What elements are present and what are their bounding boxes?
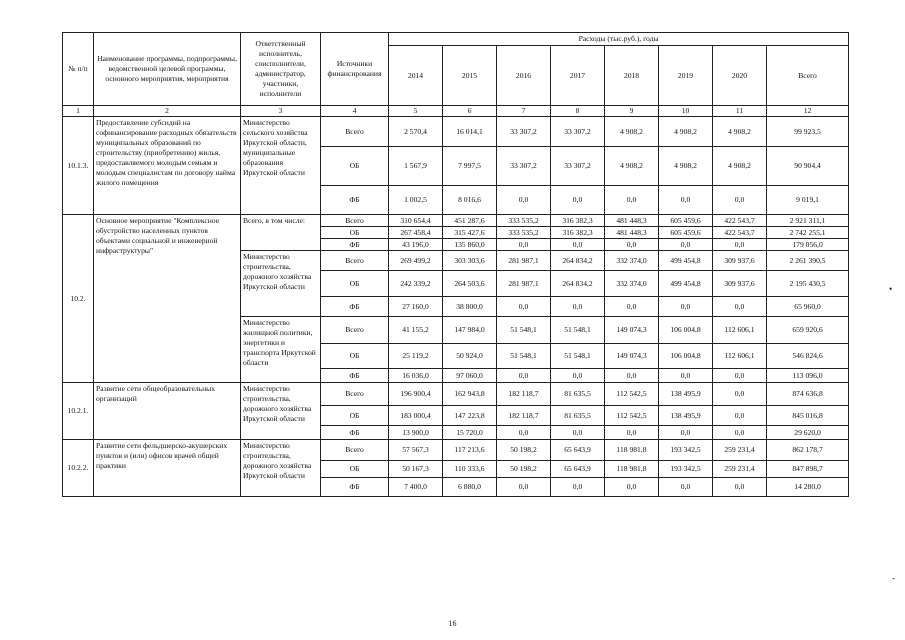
year-value: 50 167,3 (389, 461, 443, 478)
year-value: 309 937,6 (713, 251, 767, 271)
year-value: 6 880,0 (443, 478, 497, 497)
year-value: 0,0 (551, 239, 605, 251)
total-value: 29 620,0 (767, 426, 849, 440)
year-value: 0,0 (713, 478, 767, 497)
year-value: 332 374,0 (605, 271, 659, 297)
year-value: 0,0 (551, 297, 605, 317)
year-value: 422 543,7 (713, 215, 767, 227)
year-value: 110 333,6 (443, 461, 497, 478)
funding-source: ФБ (321, 426, 389, 440)
total-value: 90 904,4 (767, 147, 849, 186)
year-value: 112 542,5 (605, 383, 659, 406)
year-value: 0,0 (497, 369, 551, 383)
column-index: 9 (605, 106, 659, 117)
year-value: 0,0 (497, 478, 551, 497)
funding-source: ОБ (321, 344, 389, 369)
total-value: 862 178,7 (767, 440, 849, 461)
year-value: 117 213,6 (443, 440, 497, 461)
column-index: 10 (659, 106, 713, 117)
year-value: 149 074,3 (605, 344, 659, 369)
year-value: 310 654,4 (389, 215, 443, 227)
column-index: 6 (443, 106, 497, 117)
year-value: 315 427,6 (443, 227, 497, 239)
year-value: 333 535,2 (497, 215, 551, 227)
year-value: 451 287,6 (443, 215, 497, 227)
header-name: Наименование программы, подпрограммы, ведомственной целевой программы, основного мероприятия, мероприятия (94, 33, 241, 106)
year-value: 147 984,0 (443, 317, 497, 344)
responsible-executor: Министерство строительства, дорожного хозяйства Иркутской области (241, 251, 321, 317)
header-row (63, 33, 849, 46)
year-value: 25 119,2 (389, 344, 443, 369)
total-value: 845 016,8 (767, 406, 849, 426)
funding-source: ФБ (321, 369, 389, 383)
year-value: 7 400,0 (389, 478, 443, 497)
column-index: 4 (321, 106, 389, 117)
year-value: 118 981,8 (605, 461, 659, 478)
column-index: 2 (94, 106, 241, 117)
year-value: 264 503,6 (443, 271, 497, 297)
year-value: 33 307,2 (497, 147, 551, 186)
responsible-executor: Всего, в том числе: (241, 215, 321, 251)
header-year: 2019 (659, 46, 713, 106)
column-index-row (63, 106, 849, 117)
total-value: 2 921 311,1 (767, 215, 849, 227)
year-value: 0,0 (713, 186, 767, 215)
year-value: 138 495,9 (659, 383, 713, 406)
year-value: 51 548,1 (551, 317, 605, 344)
year-value: 259 231,4 (713, 440, 767, 461)
year-value: 242 339,2 (389, 271, 443, 297)
year-value: 499 454,8 (659, 251, 713, 271)
budget-table (62, 32, 849, 497)
header-total: Всего (767, 46, 849, 106)
year-value: 1 002,5 (389, 186, 443, 215)
year-value: 0,0 (659, 426, 713, 440)
year-value: 0,0 (605, 297, 659, 317)
funding-source: ОБ (321, 271, 389, 297)
year-value: 0,0 (713, 297, 767, 317)
year-value: 0,0 (551, 369, 605, 383)
funding-source: Всего (321, 215, 389, 227)
funding-source: ФБ (321, 186, 389, 215)
year-value: 15 720,0 (443, 426, 497, 440)
year-value: 182 118,7 (497, 383, 551, 406)
row-number: 10.2. (63, 215, 94, 383)
total-value: 14 280,0 (767, 478, 849, 497)
table-row (63, 117, 849, 147)
year-value: 316 382,3 (551, 215, 605, 227)
year-value: 4 908,2 (605, 147, 659, 186)
year-value: 16 036,0 (389, 369, 443, 383)
year-value: 50 924,0 (443, 344, 497, 369)
total-value: 847 898,7 (767, 461, 849, 478)
year-value: 4 908,2 (659, 117, 713, 147)
column-index: 12 (767, 106, 849, 117)
year-value: 33 307,2 (551, 117, 605, 147)
header-year: 2016 (497, 46, 551, 106)
row-number: 10.2.2. (63, 440, 94, 497)
table-row (63, 440, 849, 461)
measure-name: Развитие сети общеобразовательных организаций (94, 383, 241, 440)
year-value: 0,0 (713, 406, 767, 426)
measure-name: Развитие сети фельдшерско-акушерских пунктов и (или) офисов врачей общей практики (94, 440, 241, 497)
year-value: 0,0 (713, 239, 767, 251)
header-year: 2014 (389, 46, 443, 106)
year-value: 0,0 (605, 478, 659, 497)
responsible-executor: Министерство строительства, дорожного хозяйства Иркутской области (241, 383, 321, 440)
total-value: 113 096,0 (767, 369, 849, 383)
year-value: 259 231,4 (713, 461, 767, 478)
year-value: 38 800,0 (443, 297, 497, 317)
year-value: 43 196,0 (389, 239, 443, 251)
header-sources: Источники финансирования (321, 33, 389, 106)
header-responsible: Ответственный исполнитель, соисполнители, администратор, участники, исполнители (241, 33, 321, 106)
year-value: 0,0 (551, 426, 605, 440)
responsible-executor: Министерство жилищной политики, энергетики и транспорта Иркутской области (241, 317, 321, 383)
year-value: 13 900,0 (389, 426, 443, 440)
header-year: 2018 (605, 46, 659, 106)
funding-source: ОБ (321, 227, 389, 239)
year-value: 422 543,7 (713, 227, 767, 239)
year-value: 4 908,2 (659, 147, 713, 186)
year-value: 0,0 (551, 478, 605, 497)
year-value: 112 606,1 (713, 317, 767, 344)
year-value: 57 567,3 (389, 440, 443, 461)
year-value: 0,0 (605, 186, 659, 215)
column-index: 7 (497, 106, 551, 117)
column-index: 8 (551, 106, 605, 117)
header-no: № п/п (63, 33, 94, 106)
year-value: 7 997,5 (443, 147, 497, 186)
funding-source: ОБ (321, 461, 389, 478)
year-value: 0,0 (659, 239, 713, 251)
year-value: 0,0 (659, 186, 713, 215)
year-value: 0,0 (713, 369, 767, 383)
year-value: 182 118,7 (497, 406, 551, 426)
year-value: 147 223,8 (443, 406, 497, 426)
year-value: 0,0 (659, 478, 713, 497)
year-value: 481 448,3 (605, 227, 659, 239)
year-value: 112 542,5 (605, 406, 659, 426)
year-value: 193 342,5 (659, 440, 713, 461)
year-value: 0,0 (659, 297, 713, 317)
year-value: 303 303,6 (443, 251, 497, 271)
funding-source: ОБ (321, 147, 389, 186)
funding-source: Всего (321, 317, 389, 344)
year-value: 149 074,3 (605, 317, 659, 344)
responsible-executor: Министерство строительства, дорожного хозяйства Иркутской области (241, 440, 321, 497)
year-value: 135 860,0 (443, 239, 497, 251)
margin-dot: • (889, 284, 893, 294)
total-value: 659 920,6 (767, 317, 849, 344)
year-value: 27 160,0 (389, 297, 443, 317)
funding-source: Всего (321, 440, 389, 461)
total-value: 2 261 390,5 (767, 251, 849, 271)
year-value: 0,0 (497, 239, 551, 251)
total-value: 99 923,5 (767, 117, 849, 147)
margin-dash: - (892, 573, 895, 583)
column-index: 3 (241, 106, 321, 117)
header-expenses: Расходы (тыс.руб.), годы (389, 33, 849, 46)
year-value: 332 374,0 (605, 251, 659, 271)
row-number: 10.1.3. (63, 117, 94, 215)
header-year: 2020 (713, 46, 767, 106)
table-row (63, 383, 849, 406)
year-value: 33 307,2 (497, 117, 551, 147)
year-value: 4 908,2 (713, 117, 767, 147)
year-value: 309 937,6 (713, 271, 767, 297)
year-value: 333 535,2 (497, 227, 551, 239)
year-value: 0,0 (497, 186, 551, 215)
year-value: 138 495,9 (659, 406, 713, 426)
funding-source: Всего (321, 117, 389, 147)
year-value: 4 908,2 (713, 147, 767, 186)
total-value: 179 056,0 (767, 239, 849, 251)
funding-source: ФБ (321, 297, 389, 317)
year-value: 50 198,2 (497, 461, 551, 478)
funding-source: ФБ (321, 239, 389, 251)
column-index: 11 (713, 106, 767, 117)
year-value: 281 987,1 (497, 271, 551, 297)
year-value: 112 606,1 (713, 344, 767, 369)
year-value: 65 643,9 (551, 461, 605, 478)
total-value: 2 195 430,5 (767, 271, 849, 297)
measure-name: Предоставление субсидий на софинансирование расходных обязательств муниципальных образований по строительству (приобретению) жилья, предоставляемого молодым семьям и молодым специалистам по договору найма жилого помещения (94, 117, 241, 215)
year-value: 51 548,1 (551, 344, 605, 369)
year-value: 81 635,5 (551, 383, 605, 406)
total-value: 65 960,0 (767, 297, 849, 317)
total-value: 874 636,8 (767, 383, 849, 406)
column-index: 1 (63, 106, 94, 117)
funding-source: ОБ (321, 406, 389, 426)
year-value: 0,0 (497, 297, 551, 317)
funding-source: Всего (321, 383, 389, 406)
funding-source: ФБ (321, 478, 389, 497)
year-value: 50 198,2 (497, 440, 551, 461)
year-value: 16 014,1 (443, 117, 497, 147)
year-value: 0,0 (605, 369, 659, 383)
year-value: 269 499,2 (389, 251, 443, 271)
year-value: 267 458,4 (389, 227, 443, 239)
year-value: 97 060,0 (443, 369, 497, 383)
year-value: 264 834,2 (551, 271, 605, 297)
year-value: 51 548,1 (497, 317, 551, 344)
year-value: 605 459,6 (659, 215, 713, 227)
year-value: 0,0 (659, 369, 713, 383)
year-value: 162 943,8 (443, 383, 497, 406)
year-value: 4 908,2 (605, 117, 659, 147)
year-value: 8 016,6 (443, 186, 497, 215)
year-value: 65 643,9 (551, 440, 605, 461)
year-value: 51 548,1 (497, 344, 551, 369)
total-value: 546 824,6 (767, 344, 849, 369)
year-value: 81 635,5 (551, 406, 605, 426)
funding-source: Всего (321, 251, 389, 271)
table-row (63, 215, 849, 227)
year-value: 264 834,2 (551, 251, 605, 271)
year-value: 106 004,8 (659, 344, 713, 369)
year-value: 2 570,4 (389, 117, 443, 147)
total-value: 9 019,1 (767, 186, 849, 215)
year-value: 0,0 (713, 383, 767, 406)
responsible-executor: Министерство сельского хозяйства Иркутской области, муниципальные образования Иркутской области (241, 117, 321, 215)
column-index: 5 (389, 106, 443, 117)
year-value: 1 567,9 (389, 147, 443, 186)
year-value: 281 987,1 (497, 251, 551, 271)
year-value: 0,0 (497, 426, 551, 440)
total-value: 2 742 255,1 (767, 227, 849, 239)
year-value: 41 155,2 (389, 317, 443, 344)
year-value: 183 000,4 (389, 406, 443, 426)
row-number: 10.2.1. (63, 383, 94, 440)
year-value: 605 459,6 (659, 227, 713, 239)
header-year: 2017 (551, 46, 605, 106)
year-value: 33 307,2 (551, 147, 605, 186)
year-value: 193 342,5 (659, 461, 713, 478)
header-year: 2015 (443, 46, 497, 106)
year-value: 196 900,4 (389, 383, 443, 406)
year-value: 0,0 (551, 186, 605, 215)
year-value: 118 981,8 (605, 440, 659, 461)
year-value: 316 382,3 (551, 227, 605, 239)
year-value: 0,0 (605, 426, 659, 440)
year-value: 0,0 (713, 426, 767, 440)
year-value: 481 448,3 (605, 215, 659, 227)
year-value: 0,0 (605, 239, 659, 251)
year-value: 499 454,8 (659, 271, 713, 297)
page-number: 16 (448, 619, 457, 628)
year-value: 106 004,8 (659, 317, 713, 344)
measure-name: Основное мероприятие "Комплексное обустройство населенных пунктов объектами социальной и инженерной инфраструктуры" (94, 215, 241, 383)
